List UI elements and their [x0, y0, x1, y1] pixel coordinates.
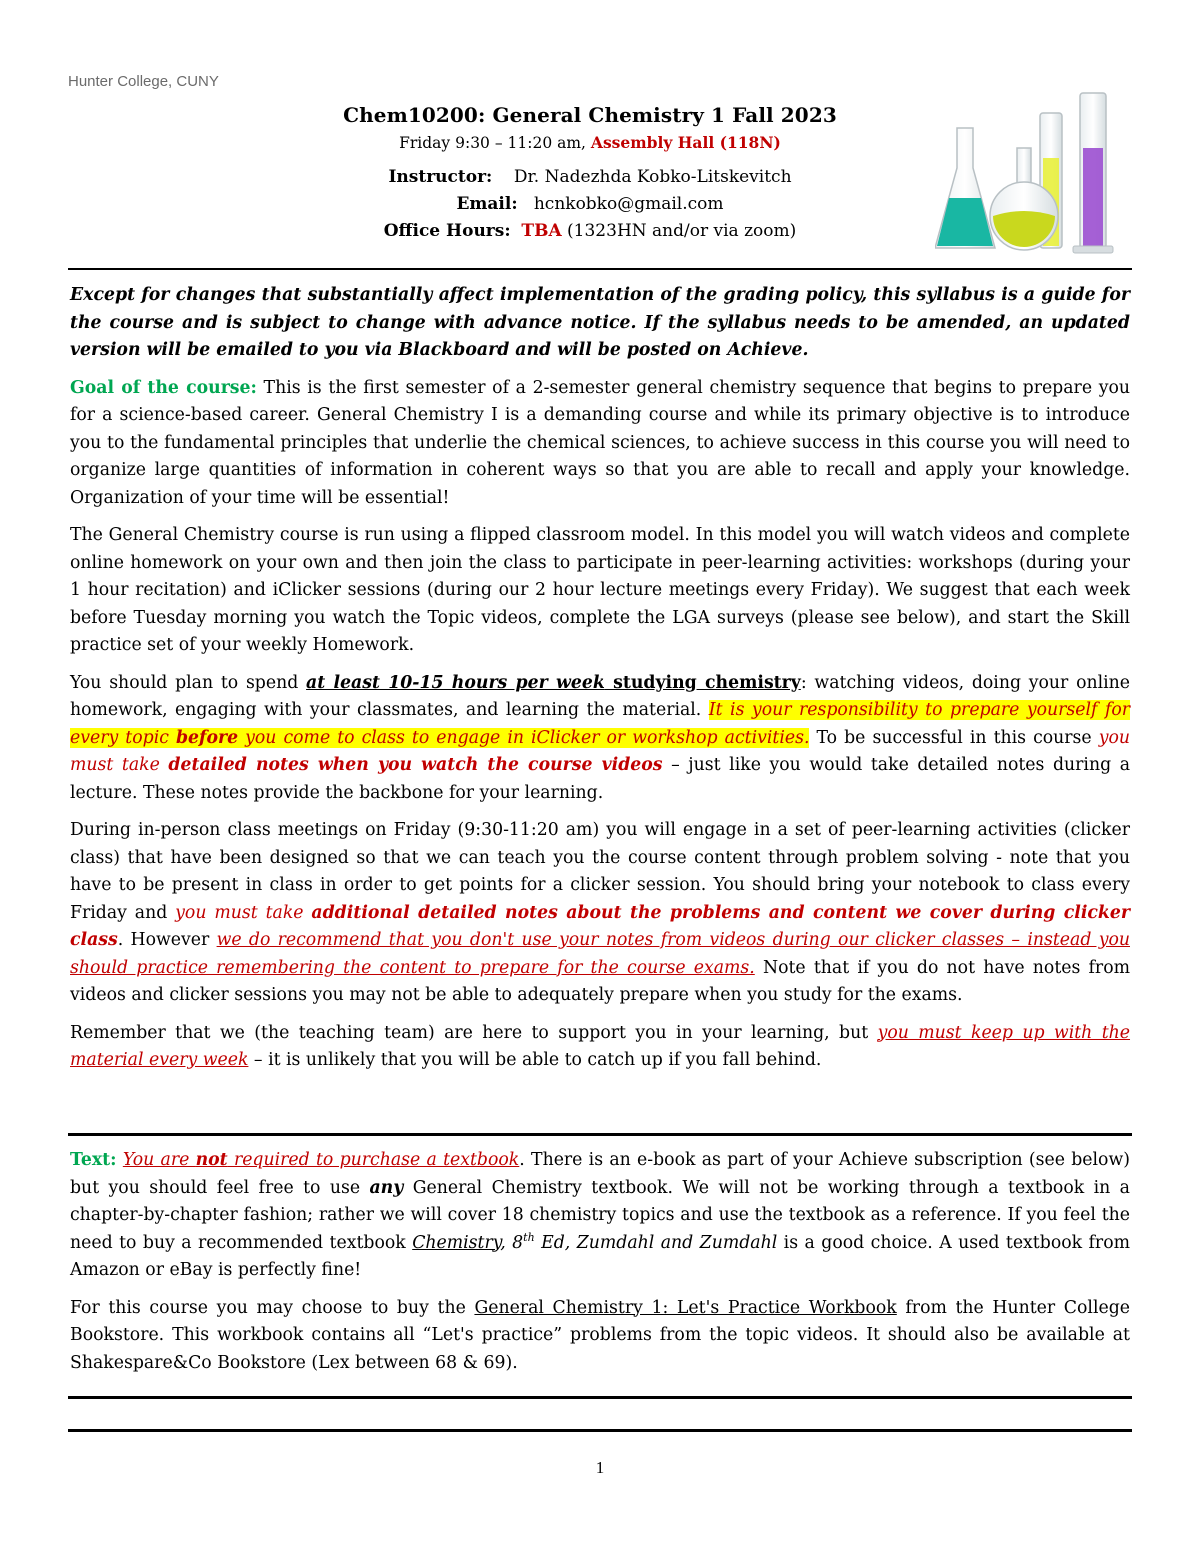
inperson-additional-notes: additional detailed notes about the problems and content we cover during clicker class: [70, 902, 1130, 950]
not-required-phrase: [123, 1150, 519, 1170]
email-label: Email:: [456, 194, 518, 214]
header-divider: [68, 268, 1132, 270]
workbook-text-2: from the Hunter College Bookstore. This workbook contains all “Let's practice” problems from the topic videos. It should also be available at Shakespare&Co Bookstore (Lex between 68 & 69).: [70, 1297, 1130, 1373]
email-address[interactable]: hcnkobko@gmail.com: [533, 194, 724, 214]
section-divider-2: [68, 1396, 1132, 1399]
section-divider-3: [68, 1429, 1132, 1432]
plan-hours: at least 10-15 hours per week: [306, 672, 605, 693]
highlight-before: before: [175, 727, 239, 748]
workbook-paragraph: [70, 1295, 1130, 1378]
textbook-title: Chemistry: [412, 1232, 501, 1253]
text-body-3: is a good choice. A used textbook from Amazon or eBay is perfectly fine!: [70, 1232, 1130, 1280]
plan-text-1: You should plan to spend: [70, 672, 307, 693]
chemistry-flasks-image: [935, 88, 1135, 263]
disclaimer-paragraph: Except for changes that substantially affect implementation of the grading policy, this syllabus is a guide for the course and is subject to change with advance notice. If the syllabus needs to be amended, an updated version will be emailed to you via Blackboard and will be posted on Achieve.: [70, 285, 1130, 360]
textbook-section: [70, 1147, 1130, 1377]
course-title: Chem10200: General Chemistry 1 Fall 2023: [343, 103, 837, 127]
inperson-text-1: During in-person class meetings on Friday (9:30-11:20 am) you will engage in a set of peer-learning activities (clicker class) that have been designed so that we can teach you the course content through problem solving - note that you have to be present in class in order to get points for a clicker session. You should bring your notebook to class every Friday and: [70, 820, 1130, 923]
edition-1: , 8: [500, 1232, 524, 1253]
inperson-text-2: . However: [117, 930, 217, 950]
instructor-label: Instructor:: [388, 167, 493, 187]
office-hours-tba: TBA: [521, 221, 562, 241]
plan-studying: studying chemistry: [604, 672, 801, 693]
flipped-paragraph: The General Chemistry course is run using a flipped classroom model. In this model you will watch videos and complete online homework on your own and then join the class to participate in peer-learning activities: workshops (during your 1 hour recitation) and iClicker sessions (during our 2 hour lecture meetings every Friday). We suggest that each week before Tuesday morning you watch the Topic videos, complete the LGA surveys (please see below), and start the Skill practice set of your weekly Homework.: [70, 525, 1130, 655]
not-required-not: not: [195, 1150, 228, 1170]
contact-info: [160, 164, 1020, 245]
inperson-paragraph: [70, 817, 1130, 1010]
inperson-recommendation: we do recommend that you don't use your notes from videos during our clicker classes – instead you should practice remembering the content to prepare for the course exams.: [70, 930, 1130, 978]
text-body-2: General Chemistry textbook. We will not be working through a textbook in a chapter-by-chapter fashion; rather we will cover 18 chemistry topics and use the textbook as a reference. If you feel the need to buy a recommended textbook: [70, 1177, 1130, 1253]
goal-text: This is the first semester of a 2-semester general chemistry sequence that begins to prepare you for a science-based career. General Chemistry I is a demanding course and while its primary objective is to introduce you to the fundamental principles that underlie the chemical sciences, to achieve success in this course you will need to organize large quantities of information in coherent ways so that you are able to recall and apply your knowledge. Organization of your time will be essential!: [70, 377, 1130, 508]
office-hours-label: Office Hours:: [383, 221, 511, 241]
instructor-line: [160, 164, 1020, 191]
remember-text-1: Remember that we (the teaching team) are here to support you in your learning, but: [70, 1022, 878, 1043]
highlight-text-2: you come to class to engage in iClicker or workshop activities.: [238, 727, 810, 748]
plan-paragraph: [70, 670, 1130, 808]
page-number: 1: [595, 1458, 605, 1477]
syllabus-body: [70, 282, 1130, 1075]
workbook-title: General Chemistry 1: Let's Practice Workbook: [474, 1297, 897, 1318]
not-required-1: You are: [122, 1150, 196, 1170]
schedule-room: Assembly Hall (118N): [590, 133, 781, 152]
remember-keep-up: you must keep up with the material every week: [70, 1022, 1131, 1070]
plan-detailed-notes: detailed notes when you watch the course videos: [168, 755, 663, 775]
workbook-text-1: For this course you may choose to buy the: [70, 1297, 475, 1318]
textbook-edition: [500, 1230, 778, 1253]
text-any: any: [369, 1177, 404, 1198]
text-body-1: . There is an e-book as part of your Achieve subscription (see below) but you should feel free to use: [70, 1150, 1130, 1198]
plan-must-take: you must take: [70, 727, 1130, 775]
office-hours-line: [160, 218, 1020, 245]
goal-paragraph: [70, 375, 1130, 513]
schedule-time: Friday 9:30 – 11:20 am,: [399, 134, 591, 152]
highlight-text-1: It is your responsibility to prepare yourself for every topic: [70, 700, 1131, 748]
remember-paragraph: [70, 1020, 1130, 1075]
text-label: Text:: [70, 1150, 117, 1170]
edition-2: Ed, Zumdahl and Zumdahl: [534, 1232, 778, 1253]
office-hours-location: (1323HN and/or via zoom): [561, 221, 797, 241]
plan-text-4: – just like you would take detailed notes during a lecture. These notes provide the backbone for your learning.: [70, 755, 1131, 803]
plan-text-3: To be successful in this course: [809, 727, 1099, 748]
not-required-2: required to purchase a textbook: [227, 1150, 520, 1170]
plan-text-2: : watching videos, doing your online homework, engaging with your classmates, and learning the material.: [70, 672, 1131, 720]
course-header: [160, 100, 1020, 245]
college-name: Hunter College, CUNY: [68, 73, 219, 90]
goal-label: Goal of the course:: [70, 377, 257, 398]
inperson-must-take: you must take: [175, 902, 312, 923]
schedule: [160, 132, 1020, 154]
remember-text-2: – it is unlikely that you will be able to catch up if you fall behind.: [248, 1050, 822, 1070]
email-line: [160, 191, 1020, 218]
inperson-text-3: Note that if you do not have notes from videos and clicker sessions you may not be able to adequately prepare when you study for the exams.: [70, 957, 1130, 1005]
text-paragraph: [70, 1147, 1130, 1285]
instructor-name: Dr. Nadezhda Kobko-Litskevitch: [513, 167, 792, 187]
section-divider-1: [68, 1133, 1132, 1136]
edition-sup: th: [523, 1230, 535, 1244]
